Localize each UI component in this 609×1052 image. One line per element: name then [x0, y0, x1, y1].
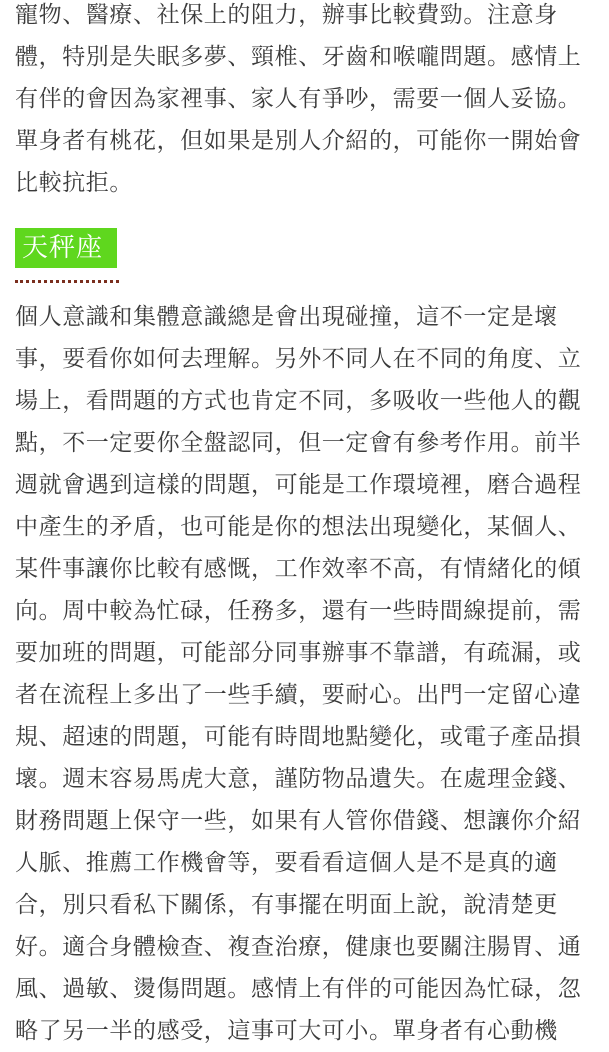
paragraph-line: 場上，看問題的方式也肯定不同，多吸收一些他人的觀 — [15, 388, 582, 414]
paragraph-line: 人脈、推薦工作機會等，要看看這個人是不是真的適 — [15, 850, 558, 876]
paragraph-line: 某件事讓你比較有感慨，工作效率不高，有情緒化的傾 — [15, 556, 582, 582]
paragraph-line: 中產生的矛盾，也可能是你的想法出現變化，某個人、 — [15, 514, 582, 540]
paragraph-line: 壞。週末容易馬虎大意，謹防物品遺失。在處理金錢、 — [15, 766, 582, 792]
section-header — [15, 228, 609, 286]
paragraph-line: 者在流程上多出了一些手續，要耐心。出門一定留心違 — [15, 682, 582, 708]
previous-section-paragraph — [15, 0, 581, 204]
section-heading-tag: 天秤座 — [15, 228, 117, 268]
paragraph-line: 個人意識和集體意識總是會出現碰撞，這不一定是壞 — [15, 304, 558, 330]
paragraph-line: 單身者有桃花，但如果是別人介紹的，可能你一開始會 — [15, 128, 582, 154]
paragraph-line: 體，特別是失眠多夢、頸椎、牙齒和喉嚨問題。感情上 — [15, 44, 582, 70]
paragraph-line: 寵物、醫療、社保上的阻力，辦事比較費勁。注意身 — [15, 2, 558, 28]
paragraph-line: 要加班的問題，可能部分同事辦事不靠譜，有疏漏，或 — [15, 640, 582, 666]
paragraph-line: 事，要看你如何去理解。另外不同人在不同的角度、立 — [15, 346, 582, 372]
section-paragraph — [15, 296, 581, 1052]
paragraph-line: 好。適合身體檢查、複查治療，健康也要關注腸胃、通 — [15, 934, 582, 960]
paragraph-line: 比較抗拒。 — [15, 170, 133, 196]
paragraph-line: 週就會遇到這樣的問題，可能是工作環境裡，磨合過程 — [15, 472, 582, 498]
paragraph-line: 規、超速的問題，可能有時間地點變化，或電子產品損 — [15, 724, 582, 750]
paragraph-line: 點，不一定要你全盤認同，但一定會有參考作用。前半 — [15, 430, 582, 456]
paragraph-line: 風、過敏、燙傷問題。感情上有伴的可能因為忙碌，忽 — [15, 976, 582, 1002]
dotted-divider — [15, 280, 119, 283]
paragraph-line: 略了另一半的感受，這事可大可小。單身者有心動機 — [15, 1018, 558, 1044]
paragraph-line: 合，別只看私下關係，有事擺在明面上說，說清楚更 — [15, 892, 558, 918]
paragraph-line: 有伴的會因為家裡事、家人有爭吵，需要一個人妥協。 — [15, 86, 582, 112]
paragraph-line: 向。周中較為忙碌，任務多，還有一些時間線提前，需 — [15, 598, 582, 624]
paragraph-line: 財務問題上保守一些，如果有人管你借錢、想讓你介紹 — [15, 808, 582, 834]
